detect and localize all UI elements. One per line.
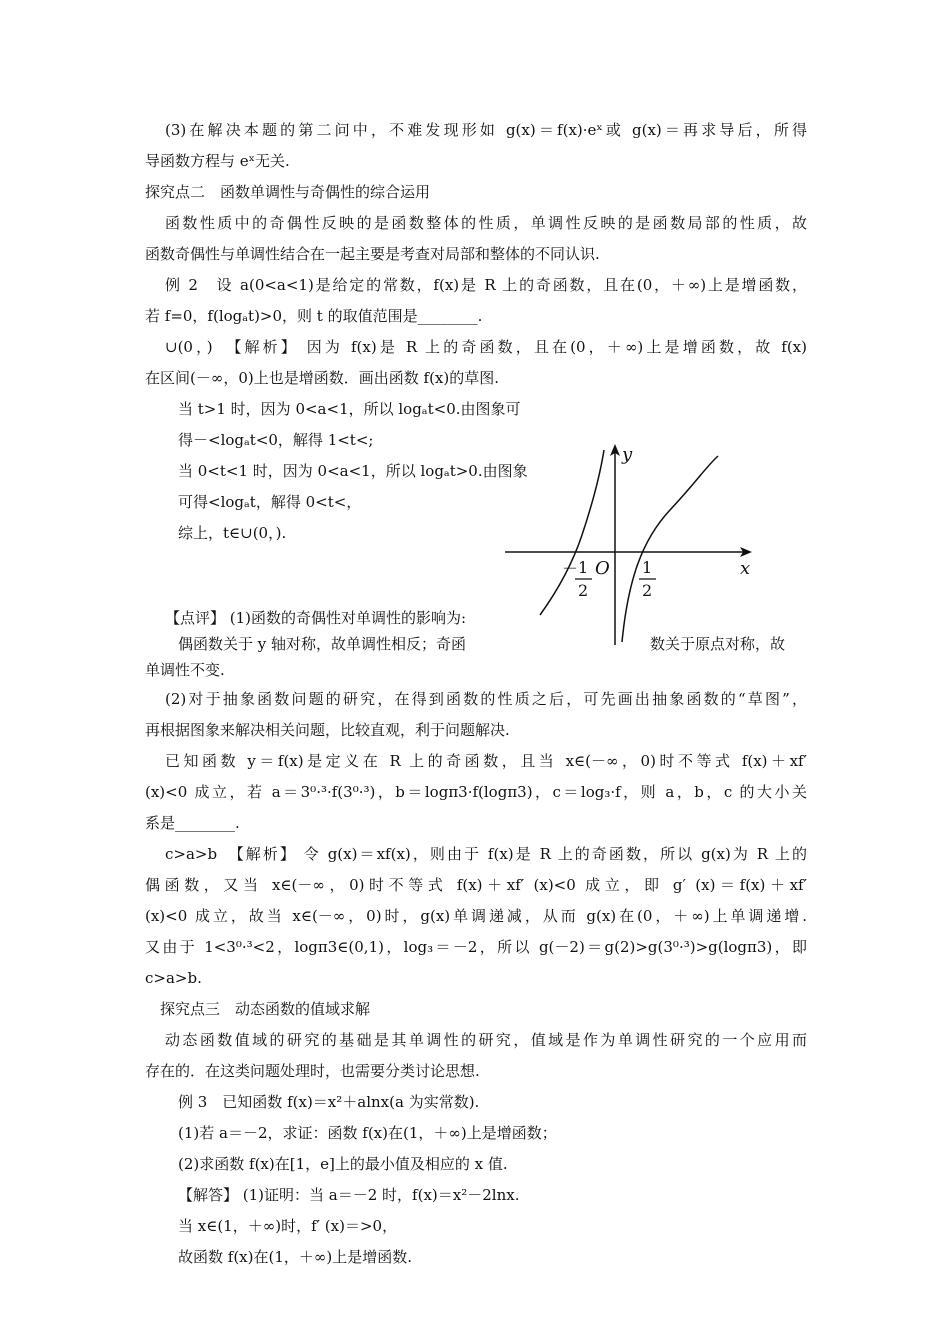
function-sketch: [500, 440, 760, 650]
text-line: (x)<0 成立，故当 x∈(－∞，0)时，g(x)单调递减，从而 g(x)在(0，＋∞)上单调递增.: [145, 907, 807, 925]
text-line: 数关于原点对称，故: [650, 635, 786, 653]
y-axis-label: y: [622, 444, 633, 465]
text-line: (x)<0 成立，若 a＝3⁰·³·f(3⁰·³)，b＝logπ3·f(logπ3)，c＝log₃·f，则 a，b，c 的大小关: [145, 783, 807, 801]
text-line: 【解答】 (1)证明：当 a＝－2 时，f(x)＝x²－2lnx.: [178, 1186, 520, 1204]
text-line: 可得<logₐt，解得 0<t<，: [178, 493, 362, 511]
text-line: 偶函数，又当 x∈(－∞，0)时不等式 f(x)＋xf′ (x)<0 成立，即 g′ (x)＝f(x)＋xf′: [145, 876, 807, 894]
text-line: 系是________.: [145, 814, 240, 832]
text-line: (2)对于抽象函数问题的研究，在得到函数的性质之后，可先画出抽象函数的“草图”，: [165, 690, 807, 708]
text-line: 得－<logₐt<0，解得 1<t<;: [178, 431, 374, 449]
section-heading: 探究点二 函数单调性与奇偶性的综合运用: [145, 183, 431, 201]
curve-right-branch: [622, 456, 718, 642]
origin-label: O: [595, 558, 610, 579]
text-line: 故函数 f(x)在(1，＋∞)上是增函数.: [178, 1248, 412, 1266]
text-line: 导函数方程与 eˣ无关.: [145, 152, 290, 170]
neg-half-numerator: 1: [578, 558, 589, 577]
text-line: c>a>b 【解析】 令 g(x)＝xf(x)，则由于 f(x)是 R 上的奇函数，所以 g(x)为 R 上的: [165, 845, 807, 863]
text-line: 例 2 设 a(0<a<1)是给定的常数，f(x)是 R 上的奇函数，且在(0，＋∞)上是增函数，: [165, 276, 807, 294]
text-line: 【点评】 (1)函数的奇偶性对单调性的影响为:: [165, 609, 467, 627]
neg-half-denominator: 2: [578, 581, 589, 600]
text-line: 存在的．在这类问题处理时，也需要分类讨论思想.: [145, 1062, 480, 1080]
neg-sign: －: [562, 559, 579, 578]
text-line: ∪(0，) 【解析】 因为 f(x)是 R 上的奇函数，且在(0，＋∞)上是增函数，故 f(x): [165, 338, 807, 356]
text-line: 再根据图象来解决相关问题，比较直观，利于问题解决.: [145, 721, 510, 739]
x-axis-label: x: [740, 558, 751, 579]
text-line: 单调性不变.: [145, 661, 225, 679]
text-line: 当 0<t<1 时，因为 0<a<1，所以 logₐt>0.由图象: [178, 462, 528, 480]
text-line: 例 3 已知函数 f(x)＝x²＋alnx(a 为实常数).: [178, 1093, 480, 1111]
text-line: 又由于 1<3⁰·³<2，logπ3∈(0,1)，log₃＝－2，所以 g(－2)＝g(2)>g(3⁰·³)>g(logπ3)，即: [145, 938, 807, 956]
curve-left-branch: [540, 450, 604, 615]
text-line: (3)在解决本题的第二问中，不难发现形如 g(x)＝f(x)·eˣ或 g(x)＝再求导后，所得: [165, 121, 807, 139]
text-line: 综上，t∈∪(0，).: [178, 524, 287, 542]
text-line: 函数奇偶性与单调性结合在一起主要是考查对局部和整体的不同认识.: [145, 245, 600, 263]
text-line: 在区间(－∞，0)上也是增函数．画出函数 f(x)的草图.: [145, 369, 499, 387]
text-line: 若 f=0，f(logₐt)>0，则 t 的取值范围是________.: [145, 307, 483, 325]
text-line: (1)若 a＝－2，求证：函数 f(x)在(1，＋∞)上是增函数；: [178, 1124, 557, 1142]
text-line: (2)求函数 f(x)在[1，e]上的最小值及相应的 x 值.: [178, 1155, 508, 1173]
section-heading: 探究点三 动态函数的值域求解: [160, 1000, 371, 1018]
text-line: 偶函数关于 y 轴对称，故单调性相反；奇函: [178, 635, 467, 653]
text-line: 当 t>1 时，因为 0<a<1，所以 logₐt<0.由图象可: [178, 400, 521, 418]
text-line: 当 x∈(1，＋∞)时，f′ (x)＝>0，: [178, 1217, 398, 1235]
text-line: 动态函数值域的研究的基础是其单调性的研究，值域是作为单调性研究的一个应用而: [165, 1031, 807, 1049]
text-line: c>a>b.: [145, 969, 202, 987]
text-line: 函数性质中的奇偶性反映的是函数整体的性质，单调性反映的是函数局部的性质，故: [165, 214, 807, 232]
pos-half-denominator: 2: [642, 581, 653, 600]
text-line: 已知函数 y＝f(x)是定义在 R 上的奇函数，且当 x∈(－∞，0)时不等式 f(x)＋xf′: [165, 752, 807, 770]
pos-half-numerator: 1: [642, 558, 653, 577]
